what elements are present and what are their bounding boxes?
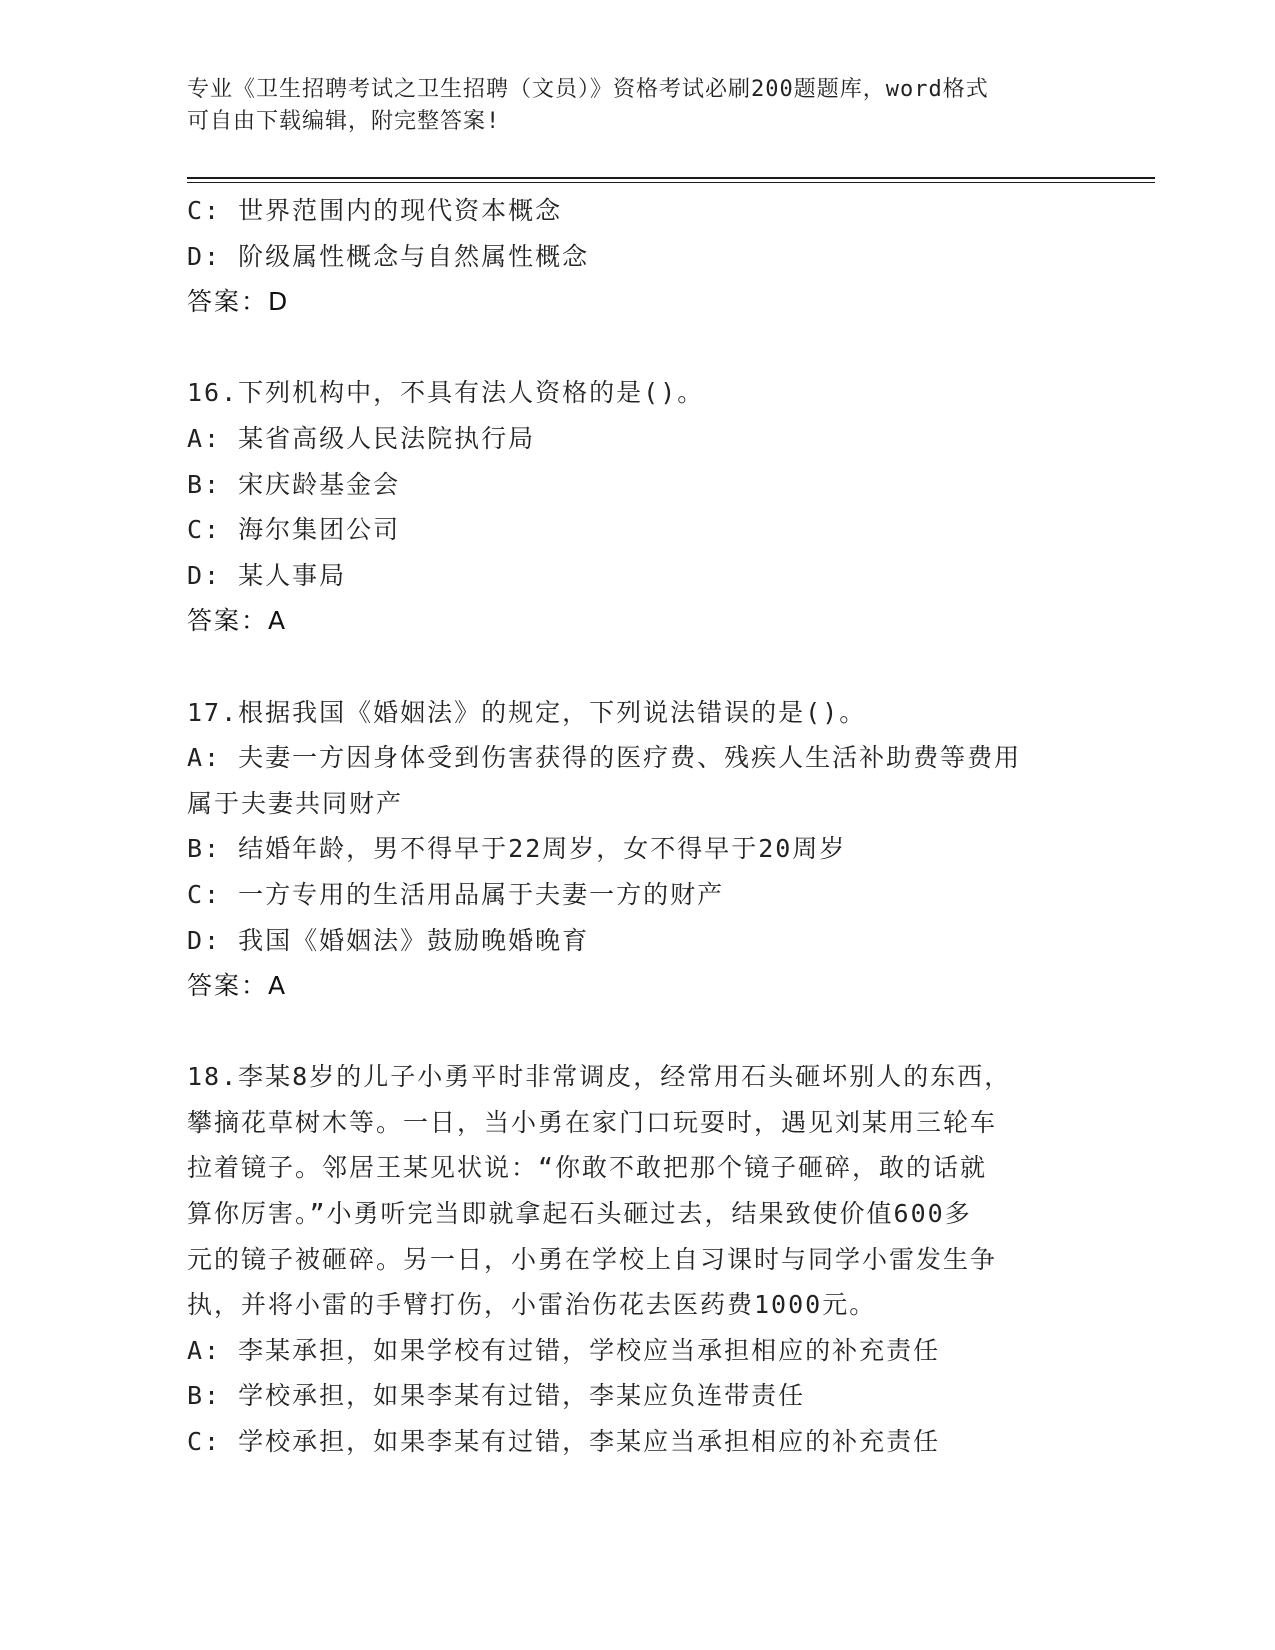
q17-option-b: B: 结婚年龄，男不得早于22周岁，女不得早于20周岁 <box>187 834 847 864</box>
q16-option-a: A: 某省高级人民法院执行局 <box>187 423 536 453</box>
question-17 <box>187 690 1087 1009</box>
q18-question <box>187 1054 1087 1328</box>
q15-answer: 答案：D <box>187 287 290 317</box>
q17-option-d: D: 我国《婚姻法》鼓励晚婚晚育 <box>187 925 590 955</box>
header-line-1: 专业《卫生招聘考试之卫生招聘（文员）》资格考试必刷200题题库，word格式 <box>187 77 989 102</box>
document-body <box>187 188 1087 1465</box>
q16-option-b: B: 宋庆龄基金会 <box>187 469 401 499</box>
q18-option-b: B: 学校承担，如果李某有过错，李某应负连带责任 <box>187 1381 806 1411</box>
q17-question: 17.根据我国《婚姻法》的规定，下列说法错误的是()。 <box>187 697 867 727</box>
spacer <box>187 644 1087 690</box>
header-divider-thick <box>187 177 1155 179</box>
q18-question-line: 执，并将小雷的手臂打伤，小雷治伤花去医药费1000元。 <box>187 1290 877 1320</box>
q17-option-a-line-1: A: 夫妻一方因身体受到伤害获得的医疗费、残疾人生活补助费等费用 <box>187 743 1022 773</box>
question-16 <box>187 370 1087 644</box>
q18-option-c: C: 学校承担，如果李某有过错，李某应当承担相应的补充责任 <box>187 1427 941 1457</box>
q18-question-line: 18.李某8岁的儿子小勇平时非常调皮，经常用石头砸坏别人的东西， <box>187 1062 1012 1092</box>
q16-answer: 答案：A <box>187 606 288 636</box>
document-header <box>187 74 1087 138</box>
q16-option-c: C: 海尔集团公司 <box>187 515 401 545</box>
q17-answer: 答案：A <box>187 971 288 1001</box>
q16-option-d: D: 某人事局 <box>187 560 347 590</box>
q18-option-a: A: 李某承担，如果学校有过错，学校应当承担相应的补充责任 <box>187 1335 941 1365</box>
q17-option-c: C: 一方专用的生活用品属于夫妻一方的财产 <box>187 879 725 909</box>
q18-question-line: 算你厉害。”小勇听完当即就拿起石头砸过去，结果致使价值600多 <box>187 1199 972 1229</box>
q15-option-c: C: 世界范围内的现代资本概念 <box>187 196 563 225</box>
q16-question: 16.下列机构中，不具有法人资格的是()。 <box>187 378 705 408</box>
spacer <box>187 1009 1087 1055</box>
spacer <box>187 325 1087 371</box>
header-line-2: 可自由下载编辑，附完整答案! <box>187 109 501 134</box>
question-18 <box>187 1054 1087 1464</box>
question-15 <box>187 188 1087 325</box>
q18-question-line: 攀摘花草树木等。一日，当小勇在家门口玩耍时，遇见刘某用三轮车 <box>187 1107 998 1137</box>
q17-option-a-line-2: 属于夫妻共同财产 <box>187 788 404 818</box>
q18-question-line: 元的镜子被砸碎。另一日，小勇在学校上自习课时与同学小雷发生争 <box>187 1244 998 1274</box>
q18-question-line: 拉着镜子。邻居王某见状说：“你敢不敢把那个镜子砸碎，敢的话就 <box>187 1153 988 1183</box>
header-divider-thin <box>187 182 1155 183</box>
q15-option-d: D: 阶级属性概念与自然属性概念 <box>187 241 590 271</box>
